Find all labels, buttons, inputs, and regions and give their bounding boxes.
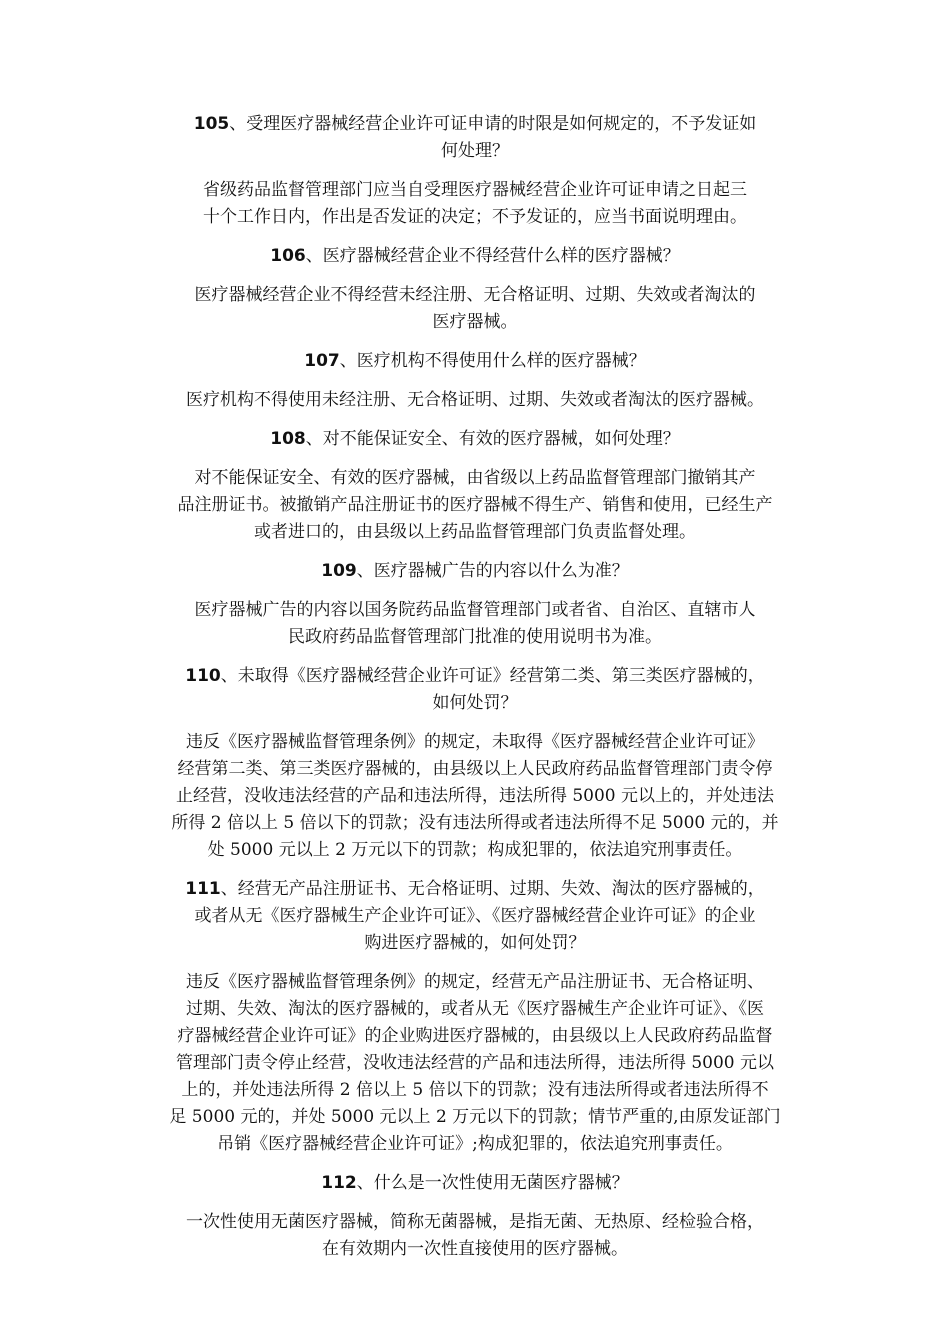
question-text: 、医疗器械经营企业不得经营什么样的医疗器械？	[305, 246, 680, 266]
question-number: 111	[185, 879, 221, 899]
question-text: 、受理医疗器械经营企业许可证申请的时限是如何规定的，不予发证如	[229, 114, 757, 134]
question-line	[140, 558, 810, 585]
answer-line: 管理部门责令停止经营，没收违法经营的产品和违法所得，违法所得 5000 元以	[175, 1053, 775, 1073]
answer-line: 医疗器械。	[432, 312, 518, 332]
answer-line: 违反《医疗器械监督管理条例》的规定，未取得《医疗器械经营企业许可证》	[186, 732, 764, 752]
question-number: 106	[270, 246, 306, 266]
question	[140, 558, 810, 585]
qa-item	[140, 348, 810, 414]
answer-line: 吊销《医疗器械经营企业许可证》;构成犯罪的，依法追究刑事责任。	[217, 1134, 733, 1154]
question-number: 105	[193, 114, 230, 134]
question-number: 107	[304, 351, 340, 371]
answer-line: 省级药品监督管理部门应当自受理医疗器械经营企业许可证申请之日起三	[203, 180, 747, 200]
question-number: 108	[270, 429, 306, 449]
answer-line: 在有效期内一次性直接使用的医疗器械。	[322, 1239, 628, 1259]
answer-line: 违反《医疗器械监督管理条例》的规定，经营无产品注册证书、无合格证明、	[186, 972, 764, 992]
answer-line: 十个工作日内，作出是否发证的决定；不予发证的，应当书面说明理由。	[203, 207, 747, 227]
question-text: 或者从无《医疗器械生产企业许可证》、《医疗器械经营企业许可证》的企业	[194, 906, 756, 926]
answer	[140, 282, 810, 336]
question-text: 、未取得《医疗器械经营企业许可证》经营第二类、第三类医疗器械的，	[220, 666, 765, 686]
question-line	[140, 138, 810, 165]
question-number: 109	[321, 561, 357, 581]
answer-line: 一次性使用无菌医疗器械，简称无菌器械，是指无菌、无热原、经检验合格，	[186, 1212, 764, 1232]
question-line	[140, 348, 810, 375]
answer-line: 医疗机构不得使用未经注册、无合格证明、过期、失效或者淘汰的医疗器械。	[186, 390, 764, 410]
answer	[140, 465, 810, 546]
answer-line: 对不能保证安全、有效的医疗器械，由省级以上药品监督管理部门撤销其产	[194, 468, 756, 488]
answer-line: 或者进口的，由县级以上药品监督管理部门负责监督处理。	[254, 522, 696, 542]
question	[140, 1170, 810, 1197]
question	[140, 663, 810, 717]
qa-item	[140, 111, 810, 231]
question-line	[140, 243, 810, 270]
answer-line: 上的，并处违法所得 2 倍以上 5 倍以下的罚款；没有违法所得或者违法所得不	[181, 1080, 769, 1100]
question-line	[140, 930, 810, 957]
question	[140, 243, 810, 270]
qa-item	[140, 876, 810, 1158]
answer-line: 经营第二类、第三类医疗器械的，由县级以上人民政府药品监督管理部门责令停	[177, 759, 773, 779]
question	[140, 876, 810, 957]
question	[140, 348, 810, 375]
qa-item	[140, 243, 810, 336]
question-number: 112	[321, 1173, 357, 1193]
answer	[140, 969, 810, 1158]
answer	[140, 597, 810, 651]
question-line	[140, 876, 810, 903]
question-line	[140, 690, 810, 717]
document-page	[140, 111, 810, 1275]
question-text: 、经营无产品注册证书、无合格证明、过期、失效、淘汰的医疗器械的，	[220, 879, 765, 899]
question-number: 110	[185, 666, 221, 686]
answer-line: 所得 2 倍以上 5 倍以下的罚款；没有违法所得或者违法所得不足 5000 元的，并	[171, 813, 779, 833]
qa-item	[140, 663, 810, 864]
answer-line: 医疗器械经营企业不得经营未经注册、无合格证明、过期、失效或者淘汰的	[194, 285, 756, 305]
answer-line: 民政府药品监督管理部门批准的使用说明书为准。	[288, 627, 662, 647]
question-line	[140, 1170, 810, 1197]
question-text: 、什么是一次性使用无菌医疗器械？	[356, 1173, 629, 1193]
answer	[140, 729, 810, 864]
answer-line: 足 5000 元的，并处 5000 元以上 2 万元以下的罚款；情节严重的,由原发证部门	[169, 1107, 781, 1127]
question-text: 、医疗机构不得使用什么样的医疗器械？	[339, 351, 646, 371]
answer-line: 过期、失效、淘汰的医疗器械的，或者从无《医疗器械生产企业许可证》、《医	[186, 999, 764, 1019]
qa-list	[140, 111, 810, 1263]
question-text: 、对不能保证安全、有效的医疗器械，如何处理？	[305, 429, 680, 449]
question-text: 何处理？	[441, 141, 509, 161]
answer-line: 医疗器械广告的内容以国务院药品监督管理部门或者省、自治区、直辖市人	[194, 600, 756, 620]
answer-line: 处 5000 元以上 2 万元以下的罚款；构成犯罪的，依法追究刑事责任。	[207, 840, 743, 860]
answer-line: 止经营，没收违法经营的产品和违法所得，违法所得 5000 元以上的，并处违法	[175, 786, 775, 806]
question-line	[140, 111, 810, 138]
answer	[140, 387, 810, 414]
question-line	[140, 663, 810, 690]
qa-item	[140, 426, 810, 546]
answer-line: 品注册证书。被撤销产品注册证书的医疗器械不得生产、销售和使用，已经生产	[177, 495, 773, 515]
qa-item	[140, 1170, 810, 1263]
answer	[140, 1209, 810, 1263]
question-text: 购进医疗器械的，如何处罚？	[364, 933, 586, 953]
question	[140, 426, 810, 453]
qa-item	[140, 558, 810, 651]
answer	[140, 177, 810, 231]
question-text: 如何处罚？	[432, 693, 518, 713]
answer-line: 疗器械经营企业许可证》的企业购进医疗器械的，由县级以上人民政府药品监督	[177, 1026, 773, 1046]
question-line	[140, 426, 810, 453]
question	[140, 111, 810, 165]
question-line	[140, 903, 810, 930]
question-text: 、医疗器械广告的内容以什么为准？	[356, 561, 629, 581]
